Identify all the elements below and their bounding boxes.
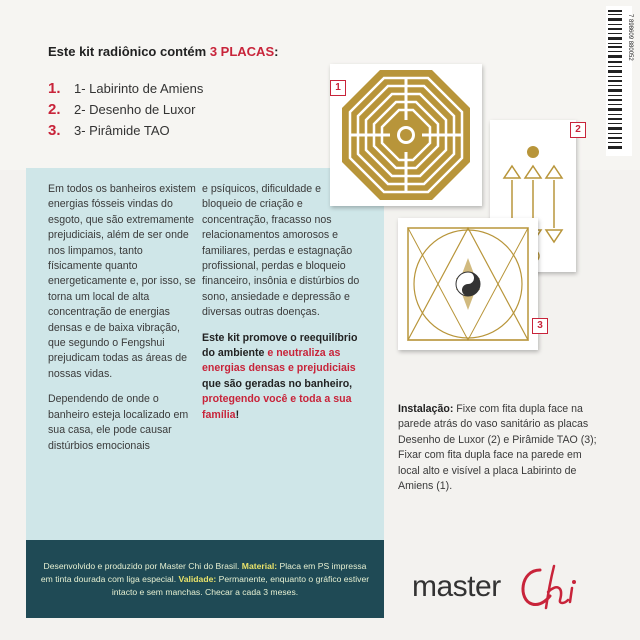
labyrinth-icon [330,64,482,206]
installation-body: Fixe com fita dupla face na parede atrás do vaso sanitário as placas Desenho de Luxor (2) e Pirâmide TAO (3); Fixar com fita dupla face na parede em local alto e visível a placa Labirinto de Amiens (1). [398,403,597,493]
promo-highlight: protegendo você e toda a sua família [202,393,352,421]
master-chi-logo [412,560,612,616]
description-left-column [48,182,198,464]
list-item [48,99,203,120]
credits-part: Permanente, enquanto o gráfico estiver intacto e sem manchas. Checar a cada 3 meses. [111,574,370,597]
promo-highlight: e neutraliza as energias densas e prejudiciais [202,347,356,375]
plate-tao-pyramid [398,218,538,350]
list-label: 1- Labirinto de Amiens [74,81,204,96]
list-number: 3. [48,122,61,139]
credits-part: Desenvolvido e produzido por Master Chi do Brasil. [43,561,242,571]
kit-list [48,78,203,141]
list-number: 1. [48,80,61,97]
description-middle-column [202,182,362,433]
logo-script-text: Chi [510,560,512,561]
plate-badge: 1 [330,80,346,96]
installation-text [398,402,598,494]
paragraph: e psíquicos, dificuldade e bloqueio de criação e concentração, fracasso nos relacionamentos amorosos e familiares, perdas e estagnação profissional, perdas e bloqueio financeiro, insônia e distúrbios do sono, ansiedade e depressão e diversas outras doenças. [202,183,360,319]
installation-label: Instalação: [398,403,454,415]
list-number: 2. [48,101,61,118]
promo-text: que são geradas no banheiro, [202,377,353,390]
promo-text: Este kit promove o reequilíbrio do ambiente [202,331,358,360]
heading-suffix: : [274,44,279,59]
list-label: 2- Desenho de Luxor [74,102,196,117]
barcode [606,6,632,156]
barcode-icon [606,6,632,156]
list-item [48,120,203,141]
barcode-number: 7 898609 880052 [627,14,633,61]
plate-badge: 3 [532,318,548,334]
paragraph: Dependendo de onde o banheiro esteja localizado em sua casa, ele pode causar distúrbios emocionais [48,393,189,452]
heading-text: Este kit radiônico contém [48,44,210,59]
promo-paragraph [202,331,362,423]
tao-pyramid-icon [398,218,538,350]
heading-highlight: 3 PLACAS [209,44,275,59]
paragraph: Em todos os banheiros existem energias fósseis vindas do esgoto, que são extremamente prejudiciais, além de ser onde nos limpamos, tanto físicamente quanto energeticamente e, por isso, se torna um local de alta concentração de energias densas e de baixa vibração, que segundo o Fengshui prejudicam todas as áreas de nossas vidas. [48,183,196,380]
plate-badge: 2 [570,122,586,138]
logo-script-icon [510,560,600,616]
list-item [48,78,203,99]
credits-label: Material: [241,561,278,571]
logo-word: master [412,570,501,603]
plate-labyrinth [330,64,482,206]
kit-heading [48,44,278,59]
credits-part: Placa em PS impressa em tinta dourada com liga especial. [40,561,367,584]
list-label: 3- Pirâmide TAO [74,123,170,138]
credits-text [40,560,370,599]
promo-text: ! [235,408,240,421]
credits-label: Validade: [178,574,217,584]
